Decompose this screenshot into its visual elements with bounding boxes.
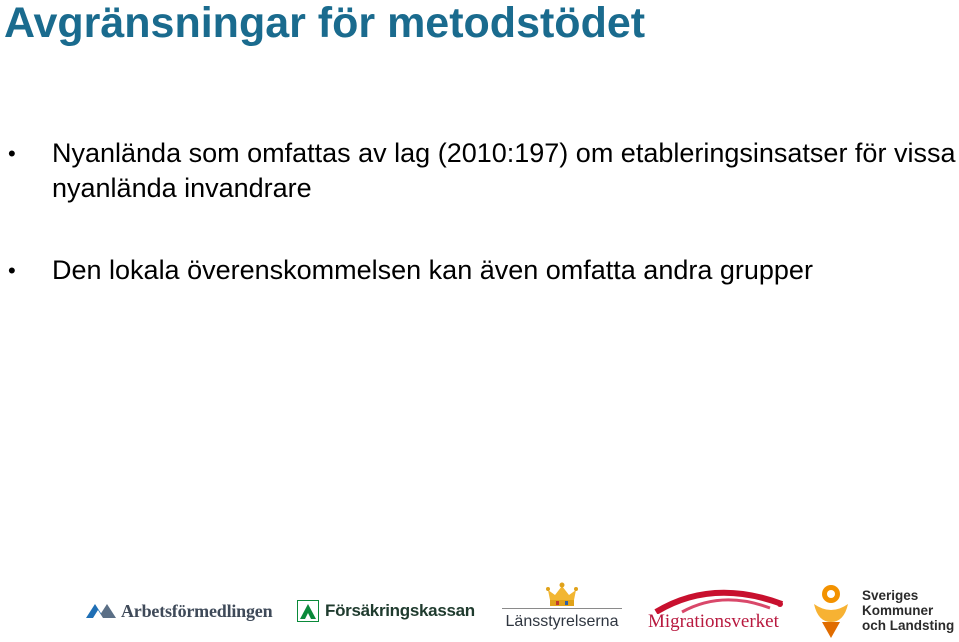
skl-wordmark [862, 588, 954, 633]
bullet-dot-icon: • [8, 141, 16, 166]
arbetsformedlingen-logo [86, 598, 272, 624]
skl-line-3: och Landsting [862, 618, 955, 633]
bullet-dot-icon: • [8, 258, 16, 283]
migrationsverket-wordmark: Migrationsverket [648, 611, 779, 632]
skl-figure-icon [808, 582, 854, 638]
arbetsformedlingen-wordmark: Arbetsförmedlingen [121, 600, 273, 621]
crown-icon [544, 582, 580, 608]
skl-logo [808, 582, 958, 642]
bullet-list [0, 136, 959, 288]
lansstyrelserna-wordmark: Länsstyrelserna [505, 613, 619, 630]
bullet-text-1: Nyanlända som omfattas av lag (2010:197) om etableringsinsatser för vissa nyanlända invandrare [52, 138, 956, 203]
bullet-item-2 [0, 253, 959, 288]
arbetsformedlingen-mark-icon [86, 604, 118, 618]
forsakringskassan-wordmark: Försäkringskassan [325, 601, 475, 620]
slide-title: Avgränsningar för metodstödet [4, 0, 646, 47]
skl-line-1: Sveriges [862, 588, 919, 603]
forsakringskassan-mark-icon [297, 600, 319, 622]
lansstyrelserna-divider [502, 608, 622, 609]
bullet-text-2: Den lokala överenskommelsen kan även omfatta andra grupper [52, 255, 813, 285]
skl-line-2: Kommuner [862, 603, 934, 618]
bullet-item-1 [0, 136, 959, 206]
forsakringskassan-logo [297, 597, 475, 625]
migrationsverket-logo [648, 584, 790, 640]
lansstyrelserna-logo [500, 582, 624, 640]
partner-logo-row [0, 580, 959, 642]
migrationsverket-arc-icon [652, 584, 786, 614]
